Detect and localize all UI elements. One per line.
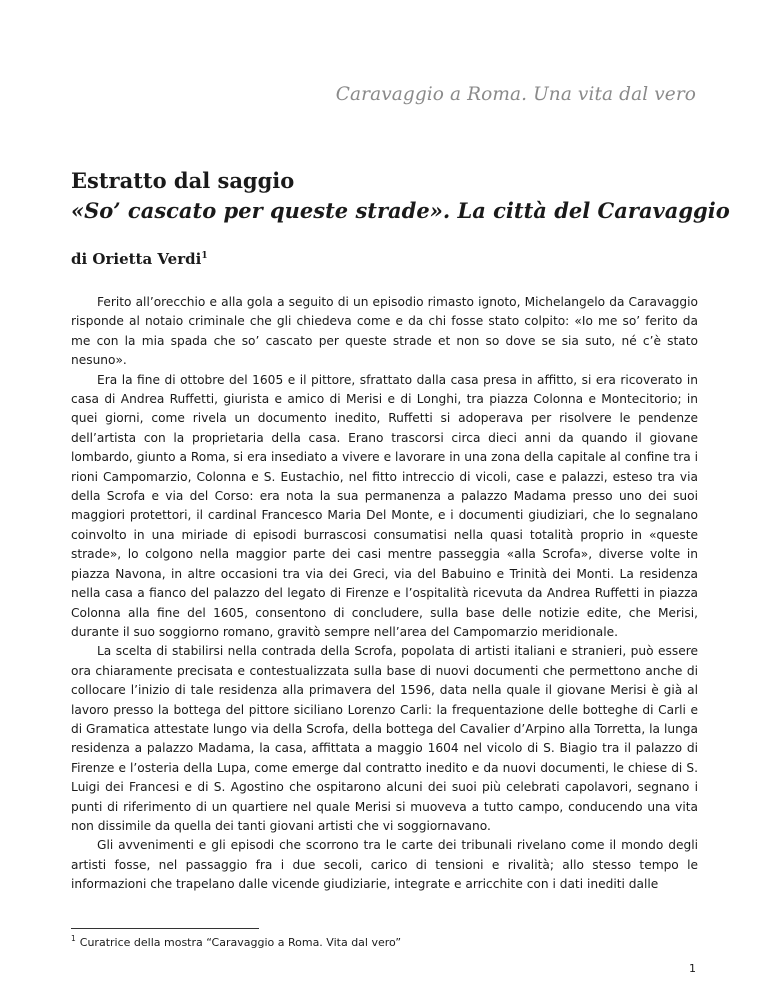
body-text bbox=[71, 293, 698, 895]
paragraph: Ferito all’orecchio e alla gola a seguito di un episodio rimasto ignoto, Michelangelo da Caravaggio risponde al notaio criminale che gli chiedeva come e da chi fosse stato colpito: «Io me so’ ferito da me con la mia spada che so’ cascato per queste strade et non so dove se sia suto, né c’è stato nesuno». bbox=[71, 295, 698, 368]
page-number: 1 bbox=[689, 962, 696, 975]
paragraph: La scelta di stabilirsi nella contrada della Scrofa, popolata di artisti italiani e stranieri, può essere ora chiaramente precisata e contestualizzata sulla base di nuovi documenti che permettono anche di collocare l’inizio di tale residenza alla primavera del 1596, data nella quale il giovane Merisi è già al lavoro presso la bottega del pittore siciliano Lorenzo Carli: la frequentazione delle botteghe di Carli e di Gramatica attestate lungo via della Scrofa, della bottega del Cavalier d’Arpino alla Torretta, la lunga residenza a palazzo Madama, la casa, affittata a maggio 1604 nel vicolo di S. Biagio tra il palazzo di Firenze e l’osteria della Lupa, come emerge dal contratto inedito e da nuovi documenti, le chiese di S. Luigi dei Francesi e di S. Agostino che ospitarono alcuni dei suoi più celebrati capolavori, segnano i punti di riferimento di un quartiere nel quale Merisi si muoveva a tutto campo, conducendo una vita non dissimile da quella dei tanti giovani artisti che vi soggiornavano. bbox=[71, 644, 698, 833]
title-line-1: Estratto dal saggio bbox=[71, 168, 295, 193]
essay-title bbox=[71, 166, 730, 226]
author-name: di Orietta Verdi bbox=[71, 250, 202, 268]
footnote-reference: 1 bbox=[201, 251, 208, 261]
footnote-mark: 1 bbox=[71, 934, 76, 944]
footnote bbox=[71, 936, 401, 949]
footnote-divider bbox=[71, 928, 259, 929]
paragraph: Gli avvenimenti e gli episodi che scorrono tra le carte dei tribunali rivelano come il mondo degli artisti fosse, nel passaggio fra i due secoli, carico di tensioni e rivalità; allo stesso tempo le informazioni che trapelano dalle vicende giudiziarie, integrate e arricchite con i dati inediti dalle bbox=[71, 838, 698, 892]
running-header: Caravaggio a Roma. Una vita dal vero bbox=[335, 84, 696, 105]
author-byline bbox=[71, 250, 208, 268]
title-line-2: «So’ cascato per queste strade». La città del Caravaggio bbox=[71, 198, 730, 223]
footnote-text: Curatrice della mostra “Caravaggio a Roma. Vita dal vero” bbox=[79, 936, 402, 949]
paragraph: Era la fine di ottobre del 1605 e il pittore, sfrattato dalla casa presa in affitto, si era ricoverato in casa di Andrea Ruffetti, giurista e amico di Merisi e di Longhi, tra piazza Colonna e Montecitorio; in quei giorni, come rivela un documento inedito, Ruffetti si adoperava per risolvere le pendenze dell’artista con la proprietaria della casa. Erano trascorsi circa dieci anni da quando il giovane lombardo, giunto a Roma, si era insediato a vivere e lavorare in una zona della capitale al confine tra i rioni Campomarzio, Colonna e S. Eustachio, nel fitto intreccio di vicoli, case e palazzi, esteso tra via della Scrofa e via del Corso: era nota la sua permanenza a palazzo Madama presso uno dei suoi maggiori protettori, il cardinal Francesco Maria Del Monte, e i documenti giudiziari, che lo segnalano coinvolto in una miriade di episodi burrascosi consumatisi nella quasi totalità proprio in «queste strade», lo colgono nella maggior parte dei casi mentre passeggia «alla Scrofa», diverse volte in piazza Navona, in altre occasioni tra via dei Greci, via del Babuino e Trinità dei Monti. La residenza nella casa a fianco del palazzo del legato di Firenze e l’ospitalità ricevuta da Andrea Ruffetti in piazza Colonna alla fine del 1605, consentono di concludere, sulla base delle notizie edite, che Merisi, durante il suo soggiorno romano, gravitò sempre nell’area del Campomarzio meridionale. bbox=[71, 372, 698, 639]
